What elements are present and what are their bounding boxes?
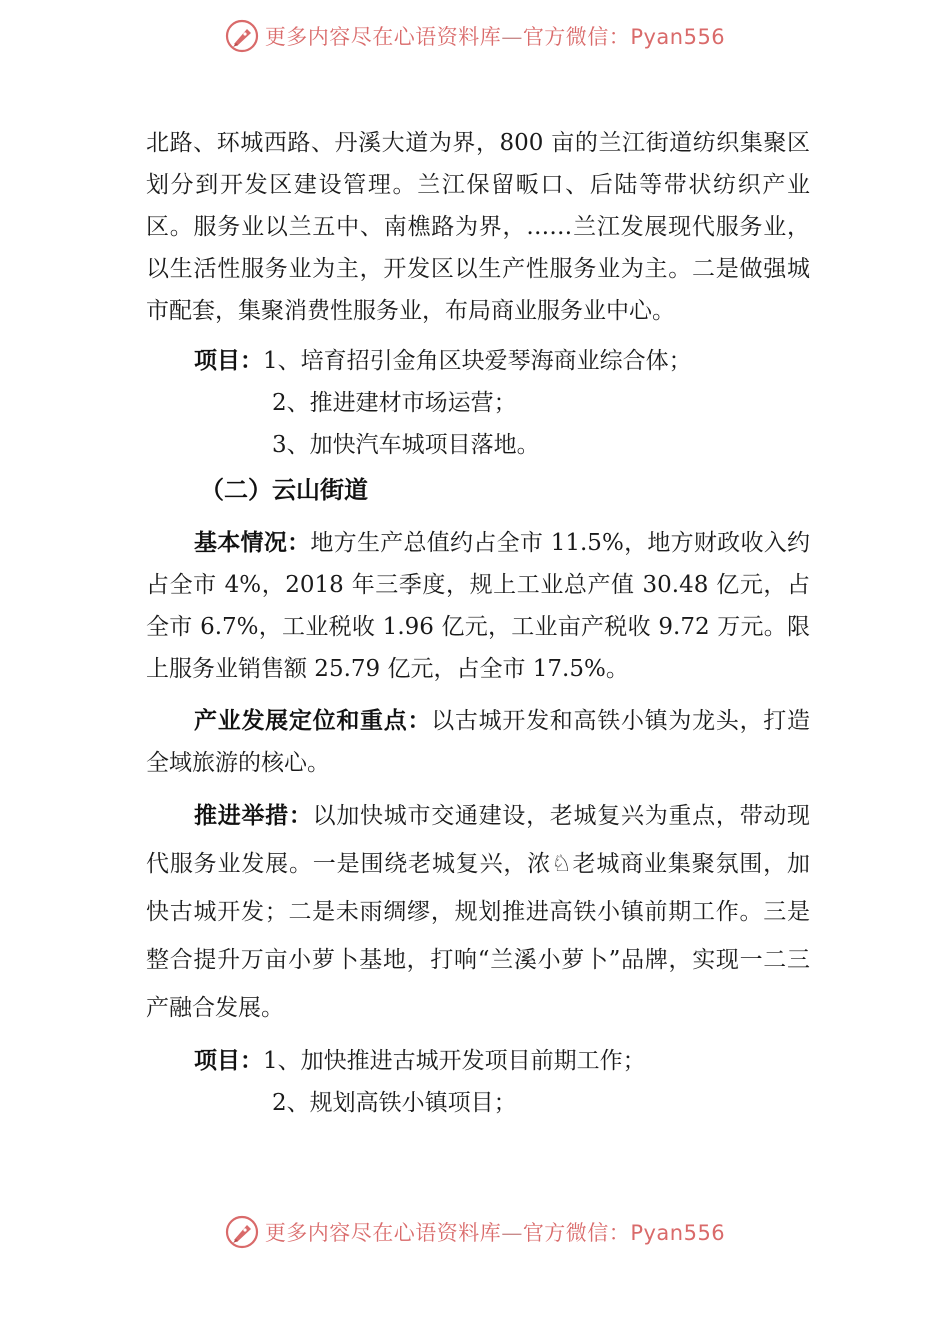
banner-wechat-label: 官方微信：	[522, 1221, 631, 1245]
project-item: 3、加快汽车城项目落地。	[272, 432, 540, 458]
banner-wechat-id: Pyan556	[630, 25, 726, 49]
banner-text	[265, 21, 725, 51]
projects-label: 项目：	[194, 348, 263, 374]
banner-wechat-label: 官方微信：	[522, 25, 631, 49]
banner-text	[265, 1217, 725, 1247]
document-body	[146, 122, 810, 1124]
measures-paragraph	[146, 792, 810, 1032]
projects-list-2-first	[146, 1040, 810, 1082]
banner-main-text: 更多内容尽在心语资料库	[264, 25, 502, 49]
measures-text: 以加快城市交通建设，老城复兴为重点，带动现代服务业发展。一是围绕老城复兴，浓♘老城商业集聚氛围，加快古城开发；二是未雨绸缪，规划推进高铁小镇前期工作。三是整合提升万亩小萝卜基地，打响“兰溪小萝卜”品牌，实现一二三产融合发展。	[146, 803, 811, 1021]
positioning-label: 产业发展定位和重点：	[194, 708, 432, 734]
banner-wechat-id: Pyan556	[630, 1221, 726, 1245]
project-item: 1、加快推进古城开发项目前期工作；	[263, 1048, 646, 1074]
projects-list-1-first	[146, 340, 810, 382]
banner-separator: —	[501, 1221, 523, 1245]
banner-main-text: 更多内容尽在心语资料库	[264, 1221, 502, 1245]
pen-nib-logo-icon	[225, 1215, 259, 1249]
measures-label: 推进举措：	[194, 803, 313, 829]
footer-banner	[0, 1212, 950, 1252]
positioning-text: 以古城开发和高铁小镇为龙头，打造全域旅游的核心。	[146, 708, 811, 776]
positioning-paragraph	[146, 700, 810, 784]
section-heading: （二）云山街道	[200, 476, 368, 504]
project-item: 2、推进建材市场运营；	[272, 390, 517, 416]
project-item: 1、培育招引金角区块爱琴海商业综合体；	[263, 348, 692, 374]
basic-info-text: 地方生产总值约占全市 11.5%，地方财政收入约占全市 4%，2018 年三季度，规上工业总产值 30.48 亿元，占全市 6.7%，工业税收 1.96 亿元，工业亩产税收 9.72 万元。限上服务业销售额 25.79 亿元，占全市 17.5%。	[146, 530, 810, 682]
banner-separator: —	[501, 25, 523, 49]
projects-label: 项目：	[194, 1048, 263, 1074]
basic-info-label: 基本情况：	[194, 530, 311, 556]
paragraph-continuation: 北路、环城西路、丹溪大道为界，800 亩的兰江街道纺织集聚区划分到开发区建设管理。兰江保留畈口、后陆等带状纺织产业区。服务业以兰五中、南樵路为界，……兰江发展现代服务业，以生活性服务业为主，开发区以生产性服务业为主。二是做强城市配套，集聚消费性服务业，布局商业服务业中心。	[146, 130, 810, 324]
pen-nib-logo-icon	[225, 19, 259, 53]
header-banner	[0, 16, 950, 56]
project-item: 2、规划高铁小镇项目；	[272, 1090, 517, 1116]
basic-info-paragraph	[146, 522, 810, 690]
